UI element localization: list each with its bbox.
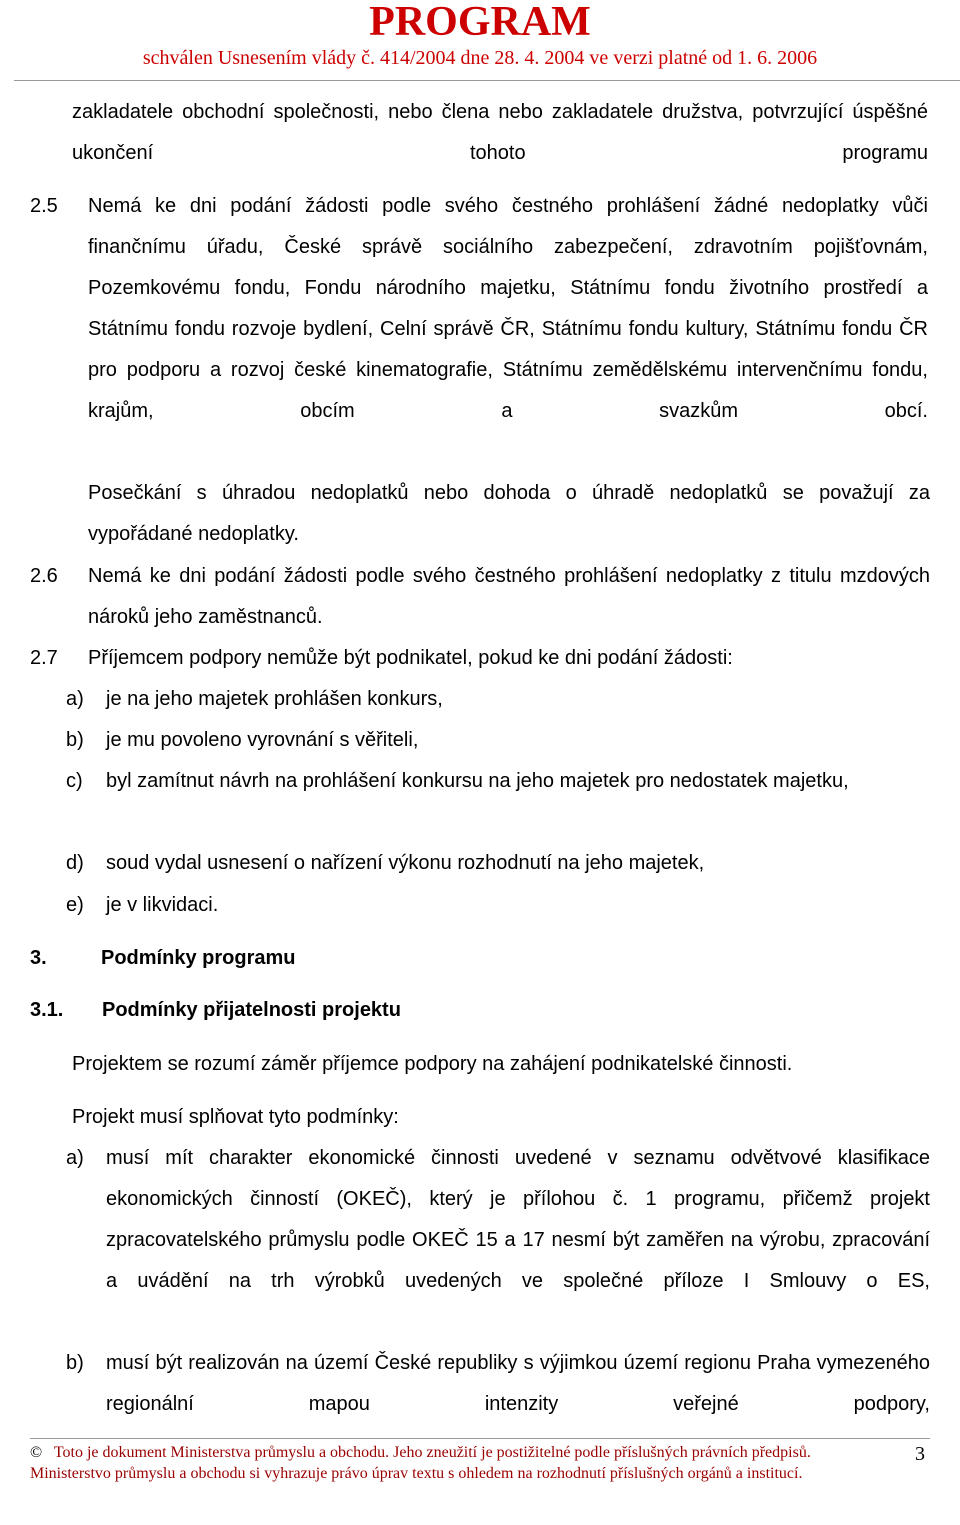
subitem-label: d) (66, 852, 84, 874)
page-number: 3 (915, 1443, 925, 1465)
condition-label: b) (66, 1352, 84, 1374)
section-3-title: Podmínky programu (101, 947, 296, 969)
subitem-label: a) (66, 688, 84, 710)
conditions-intro: Projekt musí splňovat tyto podmínky: (72, 1106, 399, 1128)
subitem-label: e) (66, 894, 84, 916)
item-2-5-note: Posečkání s úhradou nedoplatků nebo dohoda o úhradě nedoplatků se považují za vypořádané nedoplatky. (88, 482, 930, 545)
condition-text: musí mít charakter ekonomické činnosti uvedené v seznamu odvětvové klasifikace ekonomických činností (OKEČ), který je přílohou č. 1 programu, přičemž projekt zpracovatelského průmyslu podle OKEČ 15 a 17 nesmí být zaměřen na výrobu, zpracování a uvádění na trh výrobků uvedených ve společné příloze I Smlouvy o ES, (106, 1147, 930, 1292)
subitem-text: je na jeho majetek prohlášen konkurs, (106, 688, 443, 710)
subitem-label: b) (66, 729, 84, 751)
subitem-text: je v likvidaci. (106, 894, 219, 916)
subitem-text: byl zamítnut návrh na prohlášení konkursu na jeho majetek pro nedostatek majetku, (106, 770, 849, 792)
subitem-label: c) (66, 770, 83, 792)
footer-notice (30, 1442, 910, 1484)
item-2-6-text: Nemá ke dni podání žádosti podle svého čestného prohlášení nedoplatky z titulu mzdových nároků jeho zaměstnanců. (88, 565, 930, 628)
intro-paragraph: zakladatele obchodní společnosti, nebo člena nebo zakladatele družstva, potvrzující úspěšné ukončení tohoto programu (72, 101, 928, 164)
subitem-text: je mu povoleno vyrovnání s věřiteli, (106, 729, 419, 751)
project-definition: Projektem se rozumí záměr příjemce podpory na zahájení podnikatelské činnosti. (72, 1053, 793, 1075)
condition-text: musí být realizován na území České republiky s výjimkou území regionu Praha vymezeného regionální mapou intenzity veřejné podpory, (106, 1352, 930, 1415)
item-2-7-text: Příjemcem podpory nemůže být podnikatel, pokud ke dni podání žádosti: (88, 647, 733, 669)
copyright-symbol: © (30, 1444, 43, 1461)
item-2-6-number: 2.6 (30, 565, 58, 587)
footer-divider (30, 1438, 930, 1439)
condition-label: a) (66, 1147, 84, 1169)
item-2-5-number: 2.5 (30, 195, 58, 217)
program-title: PROGRAM (369, 0, 591, 45)
item-2-7-number: 2.7 (30, 647, 58, 669)
subitem-text: soud vydal usnesení o nařízení výkonu rozhodnutí na jeho majetek, (106, 852, 705, 874)
footer-line-2: Ministerstvo průmyslu a obchodu si vyhrazuje právo úprav textu s ohledem na rozhodnutí příslušných orgánů a institucí. (30, 1465, 803, 1482)
section-3-number: 3. (30, 947, 47, 969)
section-3-1-title: Podmínky přijatelnosti projektu (102, 999, 401, 1021)
header-divider (14, 80, 960, 81)
section-3-1-number: 3.1. (30, 999, 64, 1021)
item-2-5-text: Nemá ke dni podání žádosti podle svého čestného prohlášení žádné nedoplatky vůči finančnímu úřadu, České správě sociálního zabezpečení, zdravotním pojišťovnám, Pozemkovému fondu, Fondu národního majetku, Státnímu fondu životního prostředí a Státnímu fondu rozvoje bydlení, Celní správě ČR, Státnímu fondu kultury, Státnímu fondu ČR pro podporu a rozvoj české kinematografie, Státnímu zemědělskému intervenčnímu fondu, krajům, obcím a svazkům obcí. (88, 195, 928, 422)
program-subtitle: schválen Usnesením vlády č. 414/2004 dne 28. 4. 2004 ve verzi platné od 1. 6. 2006 (142, 47, 818, 69)
footer-line-1: Toto je dokument Ministerstva průmyslu a obchodu. Jeho zneužití je postižitelné podle příslušných právních předpisů. (53, 1444, 811, 1461)
